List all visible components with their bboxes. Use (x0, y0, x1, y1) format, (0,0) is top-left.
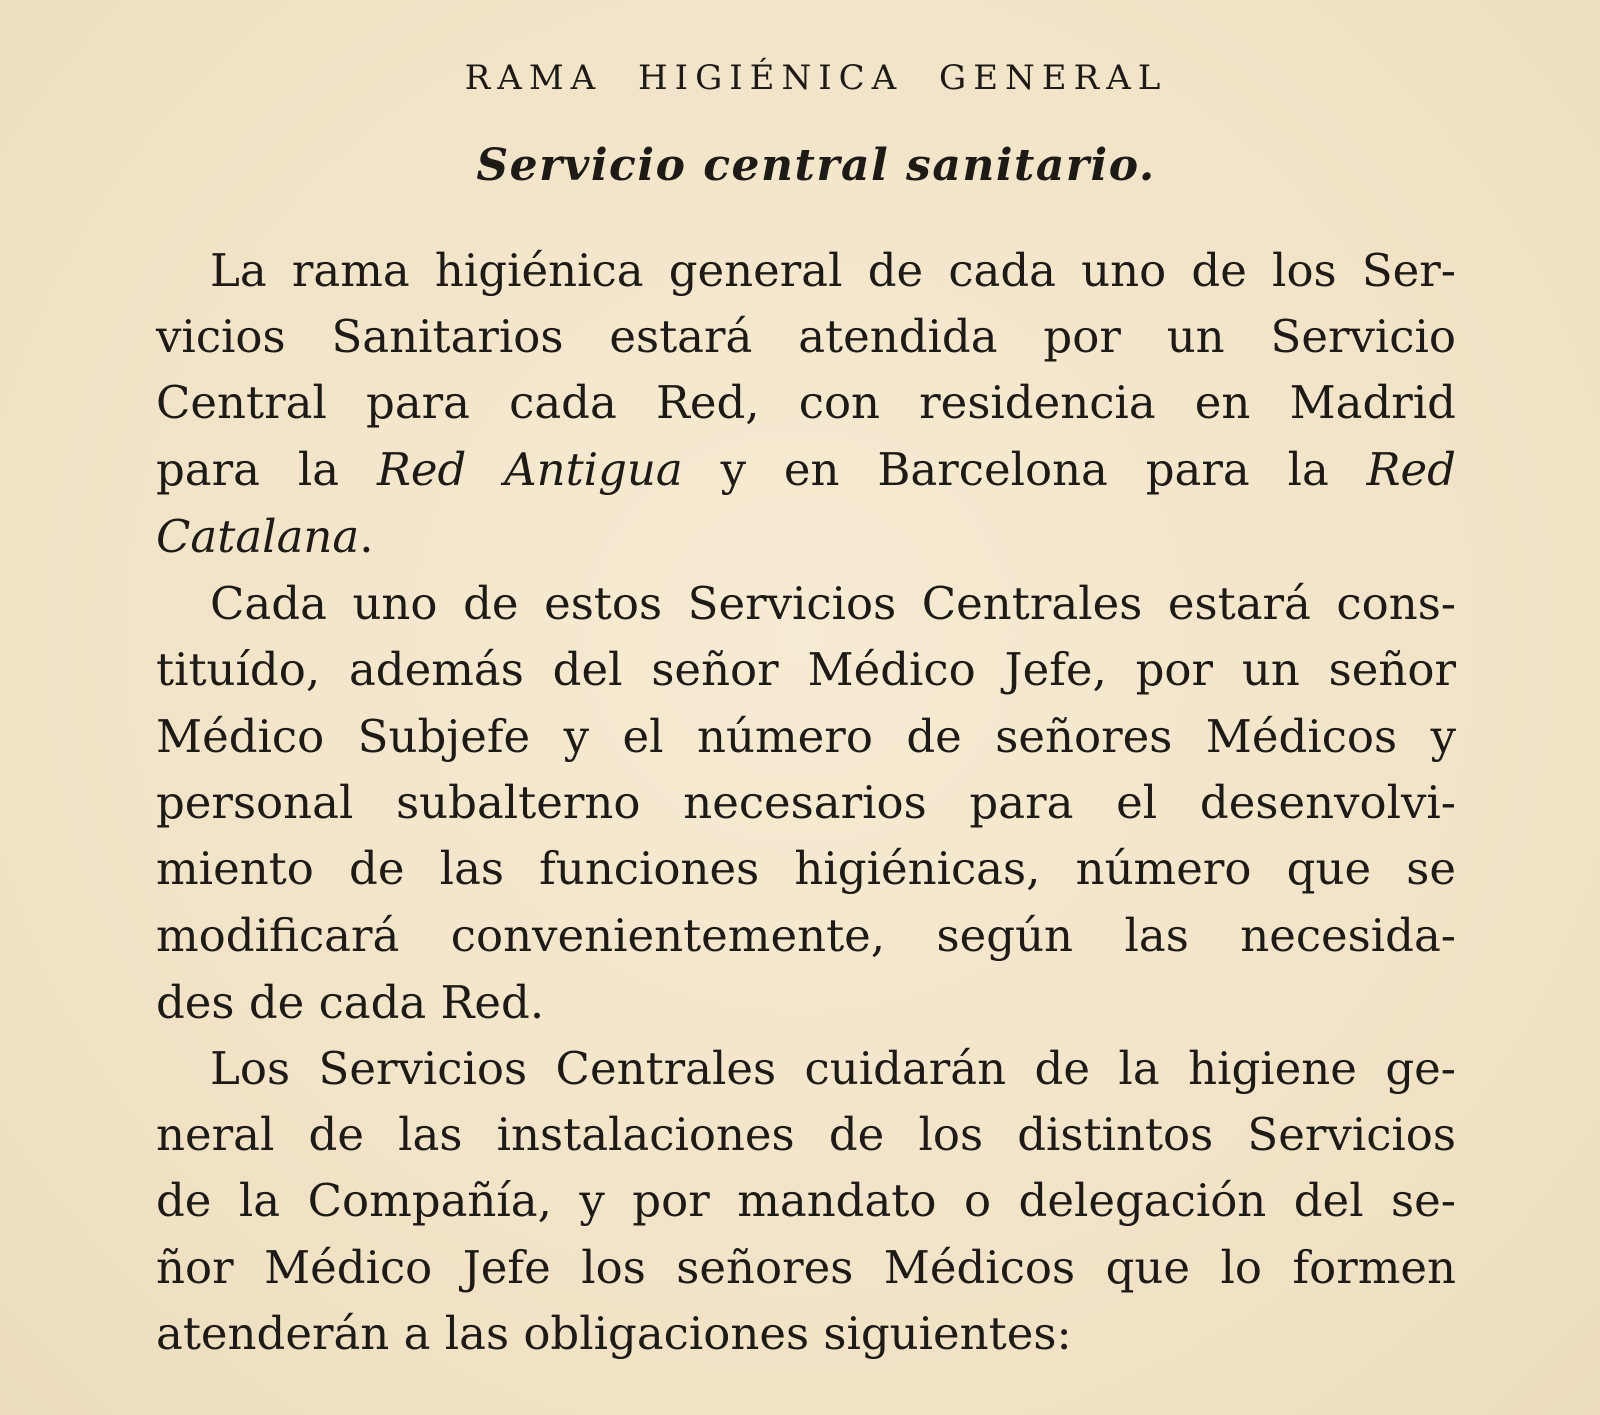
text-segment: de la Compañía, y por mandato o delegación del se- (156, 1174, 1456, 1227)
text-line (156, 704, 1456, 770)
text-line (210, 571, 1456, 637)
italic-segment: Red Antigua (376, 443, 683, 496)
text-segment: personal subalterno necesarios para el desenvolvi- (156, 776, 1456, 829)
text-line (156, 903, 1456, 969)
italic-segment: Catalana (156, 510, 360, 563)
text-line (156, 770, 1456, 836)
text-segment: La rama higiénica general de cada uno de los Ser- (210, 244, 1456, 297)
text-line (156, 836, 1456, 902)
text-segment: vicios Sanitarios estará atendida por un Servicio (156, 310, 1456, 363)
text-line (156, 637, 1456, 703)
text-line (156, 1168, 1456, 1234)
text-segment: Central para cada Red, con residencia en Madrid (156, 376, 1456, 429)
text-segment: des de cada Red. (156, 976, 545, 1029)
text-line (210, 1036, 1456, 1102)
text-segment: miento de las funciones higiénicas, número que se (156, 842, 1456, 895)
text-line (210, 238, 1456, 304)
text-segment: neral de las instalaciones de los distintos Servicios (156, 1108, 1456, 1161)
text-segment: Los Servicios Centrales cuidarán de la higiene ge- (210, 1042, 1456, 1095)
text-line (156, 1235, 1456, 1301)
text-line (156, 970, 1456, 1036)
section-heading: RAMA HIGIÉNICA GENERAL (464, 58, 1168, 98)
text-segment: Médico Subjefe y el número de señores Médicos y (156, 710, 1456, 763)
italic-segment: Red (1366, 443, 1456, 496)
text-segment: ñor Médico Jefe los señores Médicos que lo formen (156, 1241, 1456, 1294)
text-line (156, 1102, 1456, 1168)
text-segment: y en Barcelona para la (682, 443, 1367, 496)
text-line (156, 437, 1456, 503)
text-line (156, 1301, 1456, 1367)
text-segment: . (359, 510, 374, 563)
text-line (156, 304, 1456, 370)
text-segment: tituído, además del señor Médico Jefe, por un señor (156, 643, 1456, 696)
text-segment: atenderán a las obligaciones siguientes: (156, 1307, 1072, 1360)
text-segment: modificará convenientemente, según las necesida- (156, 909, 1456, 962)
text-segment: Cada uno de estos Servicios Centrales estará cons- (210, 577, 1456, 630)
text-line (156, 370, 1456, 436)
section-subheading: Servicio central sanitario. (476, 140, 1156, 191)
text-segment: para la (156, 443, 377, 496)
text-line (156, 504, 1456, 570)
